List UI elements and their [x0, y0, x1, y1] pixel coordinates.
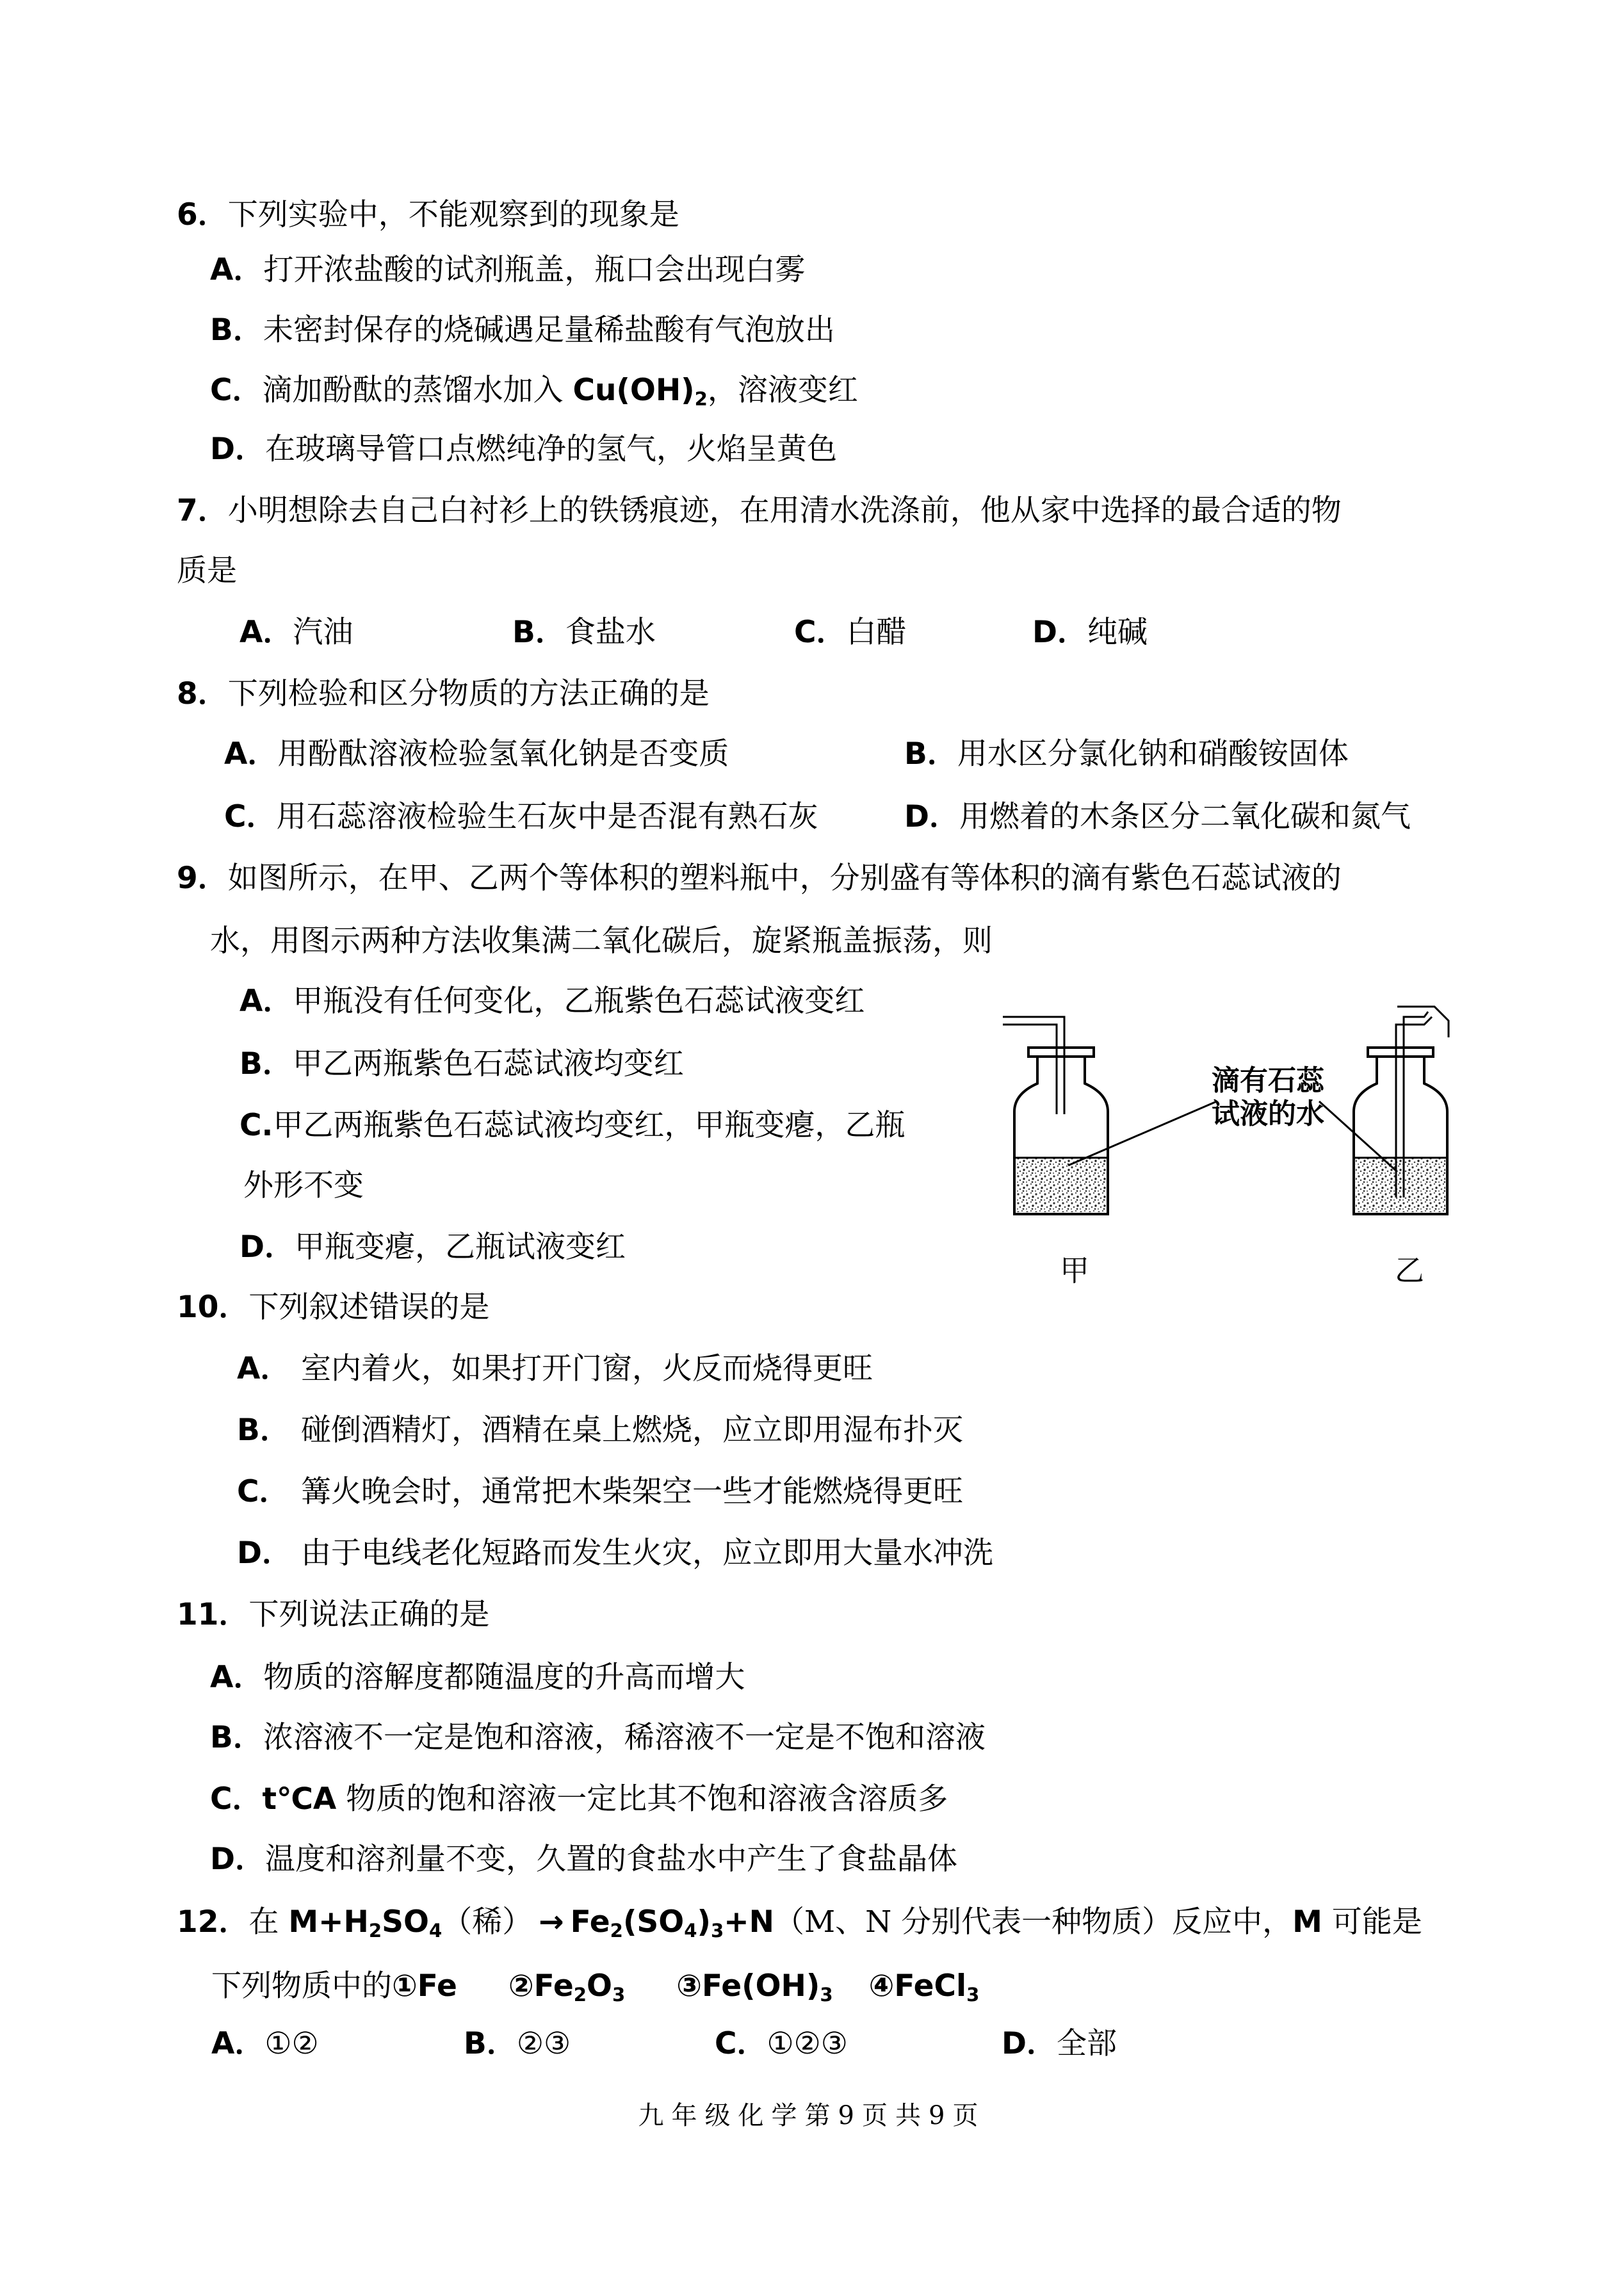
option-9b: B．甲乙两瓶紫色石蕊试液均变红 — [240, 1046, 684, 1082]
option-11a: A．物质的溶解度都随温度的升高而增大 — [210, 1660, 745, 1695]
option-6d: D．在玻璃导管口点燃纯净的氢气，火焰呈黄色 — [210, 432, 838, 467]
option-11b: B．浓溶液不一定是饱和溶液，稀溶液不一定是不饱和溶液 — [210, 1720, 986, 1755]
question-9-stem: 9．如图所示，在甲、乙两个等体积的塑料瓶中，分别盛有等体积的滴有紫色石蕊试液的 — [177, 861, 1342, 896]
question-11-stem: 11．下列说法正确的是 — [177, 1597, 490, 1632]
figure-label-line1: 滴有石蕊 — [1212, 1064, 1324, 1097]
option-10c: C． 篝火晚会时，通常把木柴架空一些才能燃烧得更旺 — [237, 1474, 963, 1509]
bottle-jia — [1003, 1017, 1108, 1214]
option-6a: A．打开浓盐酸的试剂瓶盖，瓶口会出现白雾 — [210, 252, 806, 288]
option-8c: C．用石蕊溶液检验生石灰中是否混有熟石灰 — [224, 799, 818, 834]
option-11d: D．温度和溶剂量不变，久置的食盐水中产生了食盐晶体 — [210, 1842, 958, 1877]
option-6b: B．未密封保存的烧碱遇足量稀盐酸有气泡放出 — [210, 312, 835, 348]
option-7a: A．汽油 — [240, 615, 353, 650]
option-6c: C．滴加酚酞的蒸馏水加入 $Cu(OH)_2$，溶液变红 — [210, 373, 858, 410]
question-10-stem: 10．下列叙述错误的是 — [177, 1290, 490, 1325]
option-8a: A．用酚酞溶液检验氢氧化钠是否变质 — [224, 736, 729, 772]
option-11c: C．t℃A 物质的饱和溶液一定比其不饱和溶液含溶质多 — [210, 1781, 948, 1817]
question-8-stem: 8．下列检验和区分物质的方法正确的是 — [177, 676, 710, 711]
figure-label-line2: 试液的水 — [1212, 1098, 1324, 1130]
question-7-stem: 7．小明想除去自己白衬衫上的铁锈痕迹，在用清水洗涤前，他从家中选择的最合适的物 — [177, 493, 1342, 528]
question-7-stem-cont: 质是 — [177, 553, 237, 588]
option-12d: D．全部 — [1002, 2026, 1117, 2061]
option-8b: B．用水区分氯化钠和硝酸铵固体 — [904, 736, 1349, 772]
question-12-stem-cont: 下列物质中的①Fe $②Fe_2O_3$ $③Fe(OH)_3$ ④FeCl$_3$ — [211, 1968, 980, 2006]
bottle-label-yi: 乙 — [1395, 1253, 1424, 1288]
leader-line-left — [1068, 1101, 1217, 1165]
option-10d: D． 由于电线老化短路而发生火灾，应立即用大量水冲洗 — [237, 1536, 993, 1571]
option-12b: B．②③ — [464, 2026, 571, 2061]
option-9d: D．甲瓶变瘪，乙瓶试液变红 — [240, 1229, 626, 1265]
option-7c: C．白醋 — [794, 615, 907, 650]
question-12-stem: 12．在 $M+H_2SO_4$（稀） → $Fe_2(SO_4)_3+N(M$、N 分别代表一种物质）反应中，M 可能是 — [177, 1904, 1422, 1942]
option-10b: B． 碰倒酒精灯，酒精在桌上燃烧，应立即用湿布扑灭 — [237, 1413, 963, 1448]
bottle-yi — [1354, 1007, 1449, 1214]
bottles-figure — [999, 986, 1473, 1287]
question-9-stem-cont: 水，用图示两种方法收集满二氧化碳后，旋紧瓶盖振荡，则 — [210, 923, 993, 959]
option-7d: D．纯碱 — [1032, 615, 1148, 650]
bottle-label-jia: 甲 — [1060, 1253, 1089, 1288]
option-10a: A． 室内着火，如果打开门窗，火反而烧得更旺 — [237, 1351, 873, 1386]
page-footer: 九年级化学第9页共9页 — [638, 2101, 986, 2130]
question-6-stem: 6．下列实验中，不能观察到的现象是 — [177, 197, 679, 232]
option-7b: B．食盐水 — [512, 615, 656, 650]
bottles-diagram — [999, 986, 1473, 1255]
option-12a: A．①② — [211, 2026, 319, 2061]
option-9a: A．甲瓶没有任何变化，乙瓶紫色石蕊试液变红 — [240, 984, 865, 1019]
option-8d: D．用燃着的木条区分二氧化碳和氮气 — [904, 799, 1411, 834]
option-9c-cont: 外形不变 — [243, 1168, 364, 1203]
option-12c: C．①②③ — [715, 2026, 848, 2061]
option-9c: C.甲乙两瓶紫色石蕊试液均变红，甲瓶变瘪，乙瓶 — [240, 1108, 905, 1143]
question-number: 6． — [177, 197, 228, 232]
